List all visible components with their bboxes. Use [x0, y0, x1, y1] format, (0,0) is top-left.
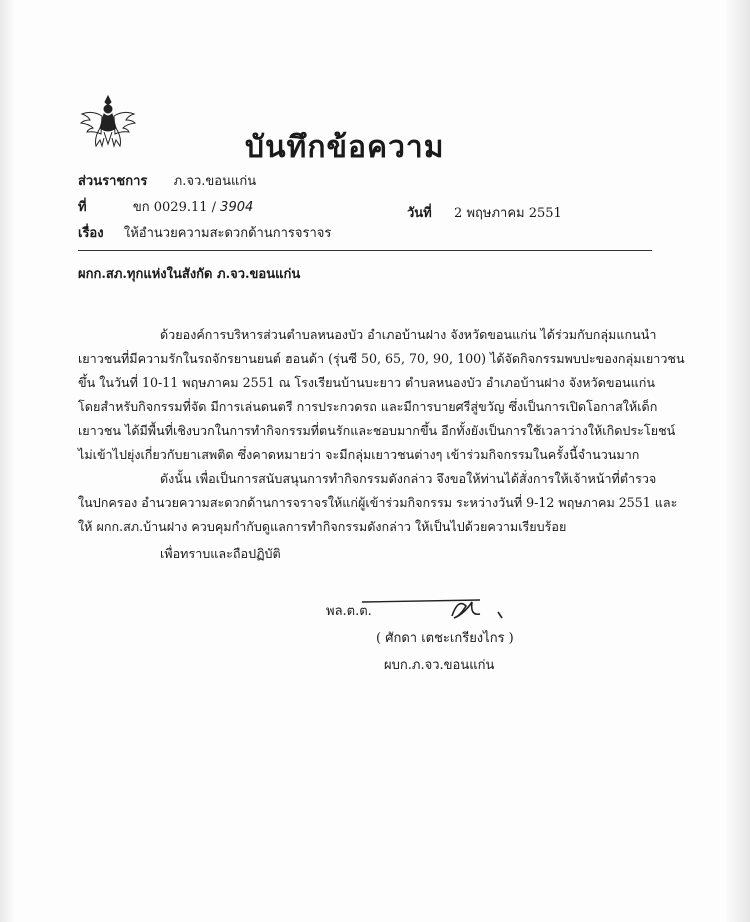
- date-label: วันที่: [407, 206, 432, 221]
- body-line: โดยสำหรับกิจกรรมที่จัด มีการเล่นดนตรี การประกวดรถ และมีการบายศรีสู่ขวัญ ซึ่งเป็นการเปิดโอกาสให้เด็ก: [78, 399, 658, 414]
- body-line: ดังนั้น เพื่อเป็นการสนับสนุนการทำกิจกรรมดังกล่าว จึงขอให้ท่านได้สั่งการให้เจ้าหน้าที่ตำรวจ: [160, 471, 657, 486]
- document-title: บันทึกข้อความ: [245, 130, 445, 165]
- signatory-rank: พล.ต.ต.: [326, 604, 372, 619]
- handwritten-signature-icon: [360, 588, 520, 624]
- body-line: ด้วยองค์การบริหารส่วนตำบลหนองบัว อำเภอบ้านฝาง จังหวัดขอนแก่น ได้ร่วมกับกลุ่มแกนนำ: [160, 327, 657, 342]
- body-line: ไม่เข้าไปยุ่งเกี่ยวกับยาเสพติด ซึ่งคาดหมายว่า จะมีกลุ่มเยาวชนต่างๆ เข้าร่วมกิจกรรมในครั้งนี้จำนวนมาก: [78, 447, 640, 462]
- closing-line: เพื่อทราบและถือปฏิบัติ: [160, 546, 281, 561]
- page-shadow-right: [726, 0, 750, 922]
- body-line: ในปกครอง อำนวยความสะดวกด้านการจราจรให้แก่ผู้เข้าร่วมกิจกรรม ระหว่างวันที่ 9-12 พฤษภาคม 2551 และ: [78, 495, 678, 510]
- body-line: เยาวชน ได้มีพื้นที่เชิงบวกในการทำกิจกรรมที่ตนรักและชอบมากขึ้น อีกทั้งยังเป็นการใช้เวลาว่างให้เกิดประโยชน์: [78, 423, 676, 438]
- reference-value: ขก 0029.11 /: [132, 200, 217, 215]
- reference-handwritten-number: 3904: [220, 200, 254, 215]
- subject-label: เรื่อง: [78, 226, 104, 241]
- body-line: ขึ้น ในวันที่ 10-11 พฤษภาคม 2551 ณ โรงเรียนบ้านบะยาว ตำบลหนองบัว อำเภอบ้านฝาง จังหวัดขอนแก่น: [78, 375, 655, 390]
- date-value: 2 พฤษภาคม 2551: [454, 206, 562, 221]
- department-row: [78, 170, 256, 191]
- body-line: ให้ ผกก.สภ.บ้านฝาง ควบคุมกำกับดูแลการทำกิจกรรมดังกล่าว ให้เป็นไปด้วยความเรียบร้อย: [78, 519, 567, 534]
- reference-row: [78, 196, 253, 217]
- signatory-position: ผบก.ภ.จว.ขอนแก่น: [384, 658, 495, 673]
- signatory-name: ( ศักดา เตชะเกรียงไกร ): [376, 631, 514, 646]
- date-row: [407, 202, 562, 223]
- body-line: เยาวชนที่มีความรักในรถจักรยานยนต์ ฮอนด้า (รุ่นซี 50, 65, 70, 90, 100) ได้จัดกิจกรรมพบปะของกลุ่มเยาวชน: [78, 351, 685, 366]
- subject-row: [78, 222, 331, 243]
- addressee: ผกก.สภ.ทุกแห่งในสังกัด ภ.จว.ขอนแก่น: [78, 267, 301, 282]
- garuda-emblem-icon: [78, 92, 138, 150]
- subject-value: ให้อำนวยความสะดวกด้านการจราจร: [123, 226, 332, 241]
- department-value: ภ.จว.ขอนแก่น: [173, 174, 257, 189]
- header-divider: [78, 250, 652, 251]
- department-label: ส่วนราชการ: [78, 174, 148, 189]
- page-shadow-left: [0, 0, 14, 922]
- reference-label: ที่: [78, 200, 87, 215]
